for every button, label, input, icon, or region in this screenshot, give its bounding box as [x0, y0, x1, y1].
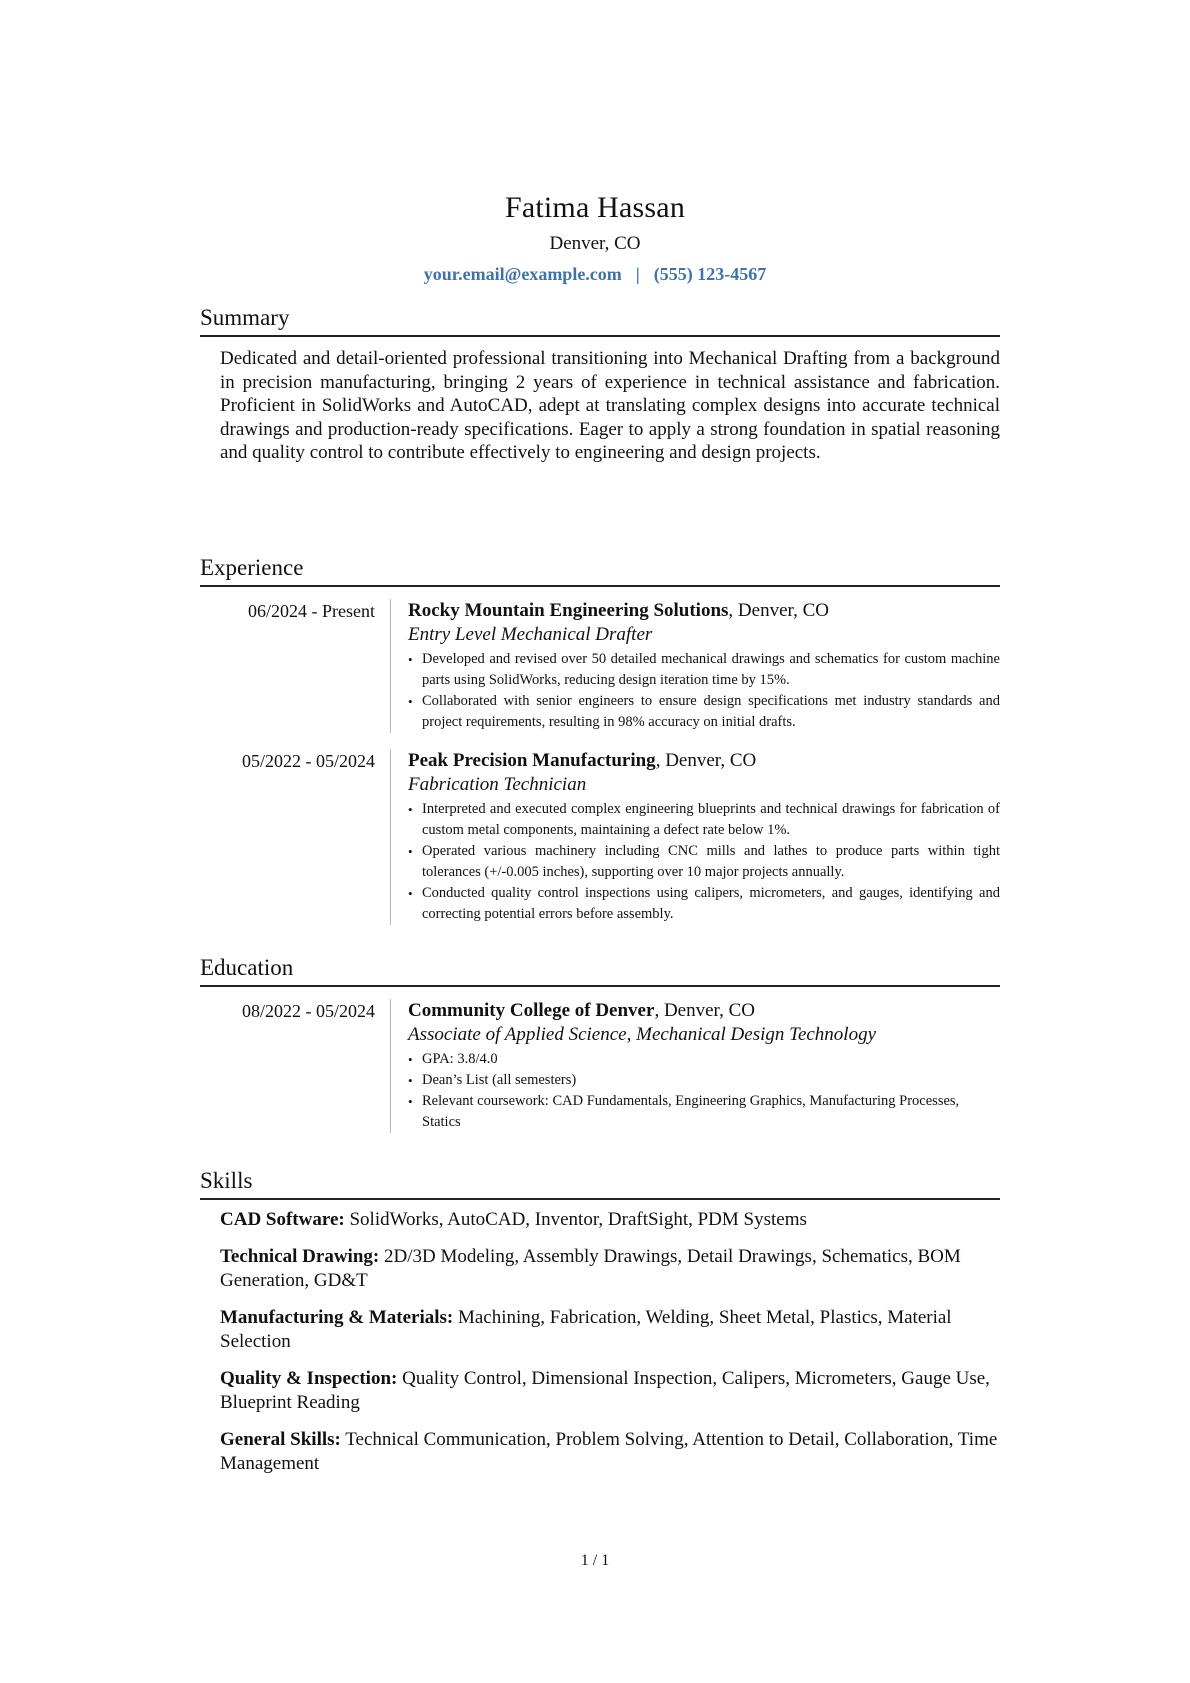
page-number: 1 / 1: [580, 1552, 610, 1569]
skill-value: Quality Control, Dimensional Inspection, Calipers, Micrometers, Gauge Use, Blueprint Reading: [220, 1368, 990, 1413]
resume-header: [0, 190, 1190, 287]
contact-line: [0, 261, 1190, 287]
skill-label: General Skills:: [220, 1429, 341, 1450]
bullet-item: • Dean’s List (all semesters): [408, 1070, 1000, 1091]
skill-value: Technical Communication, Problem Solving, Attention to Detail, Collaboration, Time Management: [220, 1429, 998, 1474]
skills-section: [200, 1167, 1000, 1489]
section-title-skills: Skills: [200, 1167, 1000, 1200]
organization-location: , Denver, CO: [728, 600, 829, 621]
entry-organization: [408, 749, 1000, 773]
entry-date: 05/2022 - 05/2024: [242, 751, 375, 771]
email-link[interactable]: your.email@example.com: [423, 264, 622, 284]
bullet-item: • Collaborated with senior engineers to ensure design specifications met industry standards and project requirements, resulting in 98% accuracy on initial drafts.: [408, 691, 1000, 733]
bullet-item: • Relevant coursework: CAD Fundamentals, Engineering Graphics, Manufacturing Processes, Statics: [408, 1091, 1000, 1133]
summary-text: Dedicated and detail-oriented professional transitioning into Mechanical Drafting from a background in precision manufacturing, bringing 2 years of experience in technical assistance and fabrication. Proficient in SolidWorks and AutoCAD, adept at translating complex designs into accurate technical drawings and production-ready specifications. Eager to apply a strong foundation in spatial reasoning and quality control to contribute effectively to engineering and design projects.: [220, 348, 1000, 463]
entry-body: [390, 749, 1000, 925]
skill-label: Quality & Inspection:: [220, 1368, 398, 1389]
entry-bullets: [408, 1049, 1000, 1133]
skill-row: [220, 1367, 1000, 1415]
entry-body: [390, 999, 1000, 1133]
bullet-item: • Interpreted and executed complex engineering blueprints and technical drawings for fabrication of custom metal components, maintaining a defect rate below 1%.: [408, 799, 1000, 841]
skill-value: Machining, Fabrication, Welding, Sheet Metal, Plastics, Material Selection: [220, 1307, 952, 1352]
section-title-education: Education: [200, 954, 1000, 987]
skills-list: [220, 1208, 1000, 1476]
skill-value: SolidWorks, AutoCAD, Inventor, DraftSight, PDM Systems: [344, 1209, 807, 1230]
skill-value: 2D/3D Modeling, Assembly Drawings, Detail Drawings, Schematics, BOM Generation, GD&T: [220, 1246, 961, 1291]
entry-date: 08/2022 - 05/2024: [242, 1001, 375, 1021]
skill-label: Technical Drawing:: [220, 1246, 380, 1267]
candidate-location: Denver, CO: [549, 233, 641, 254]
skill-row: [220, 1306, 1000, 1354]
entry-organization: [408, 999, 1000, 1023]
bullet-item: • Operated various machinery including CNC mills and lathes to produce parts within tight tolerances (+/-0.005 inches), supporting over 10 major projects annually.: [408, 841, 1000, 883]
skill-label: Manufacturing & Materials:: [220, 1307, 454, 1328]
organization-location: , Denver, CO: [654, 1000, 755, 1021]
skill-row: [220, 1245, 1000, 1293]
contact-separator: |: [635, 264, 640, 284]
candidate-name: Fatima Hassan: [504, 191, 686, 224]
bullet-item: • Conducted quality control inspections using calipers, micrometers, and gauges, identifying and correcting potential errors before assembly.: [408, 883, 1000, 925]
entry-body: [390, 599, 1000, 733]
skill-row: [220, 1208, 1000, 1232]
skill-label: CAD Software:: [220, 1209, 345, 1230]
education-section: [200, 954, 1000, 1133]
entry-role: Fabrication Technician: [408, 774, 587, 795]
entry-date: 06/2024 - Present: [248, 601, 375, 621]
summary-section: [200, 304, 1000, 465]
entry-role: Entry Level Mechanical Drafter: [408, 624, 653, 645]
organization-location: , Denver, CO: [655, 750, 757, 771]
skill-row: [220, 1428, 1000, 1476]
entry-bullets: [408, 799, 1000, 925]
entry-bullets: [408, 649, 1000, 733]
organization-name: Rocky Mountain Engineering Solutions: [408, 600, 729, 621]
organization-name: Community College of Denver: [408, 1000, 655, 1021]
entry-role: Associate of Applied Science, Mechanical Design Technology: [408, 1024, 877, 1045]
experience-section: [200, 554, 1000, 925]
experience-entry: [200, 599, 1000, 733]
entry-organization: [408, 599, 1000, 623]
bullet-item: • Developed and revised over 50 detailed mechanical drawings and schematics for custom machine parts using SolidWorks, reducing design iteration time by 15%.: [408, 649, 1000, 691]
section-title-experience: Experience: [200, 554, 1000, 587]
section-title-summary: Summary: [200, 304, 1000, 337]
phone-link[interactable]: (555) 123-4567: [653, 264, 767, 284]
organization-name: Peak Precision Manufacturing: [408, 750, 656, 771]
education-entry: [200, 999, 1000, 1133]
bullet-item: • GPA: 3.8/4.0: [408, 1049, 1000, 1070]
experience-entry: [200, 749, 1000, 925]
